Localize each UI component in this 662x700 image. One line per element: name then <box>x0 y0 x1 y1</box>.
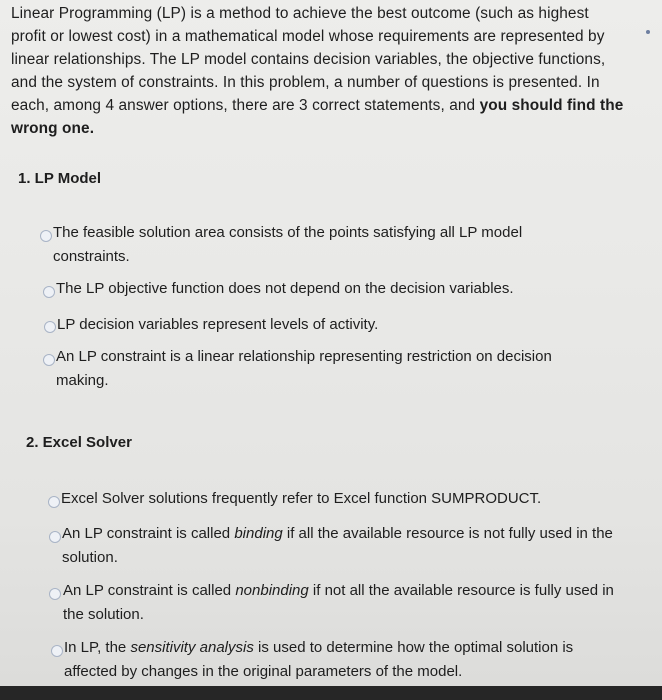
q1-option-3[interactable] <box>57 313 577 337</box>
q2-option-2-text-end: if all the available resource is not fully used in the solution. <box>62 525 613 566</box>
q2-option-3-label <box>63 579 628 627</box>
instructions-text: Linear Programming (LP) is a method to achieve the best outcome (such as highest profit or lowest cost) in a mathematical model whose requirements are represented by linear relationships. The LP model contains decision variables, the objective functions, and the system of constraints. In this problem, a number of questions is presented. In each, among 4 answer options, there are 3 correct statements, and <box>11 5 606 114</box>
q2-option-2-label <box>62 522 622 570</box>
screen-speck <box>646 30 650 34</box>
q2-option-2[interactable] <box>62 522 622 570</box>
q1-option-4-label: An LP constraint is a linear relationship representing restriction on decision making. <box>56 348 552 389</box>
q2-option-3-text-end: if not all the available resource is fully used in the solution. <box>63 582 614 623</box>
radio-q2-option-2[interactable] <box>49 531 61 543</box>
q2-option-3-term: nonbinding <box>235 582 309 599</box>
q1-option-3-label: LP decision variables represent levels of activity. <box>57 316 379 333</box>
q1-option-2-label: The LP objective function does not depend on the decision variables. <box>56 280 514 297</box>
q2-option-3-text-start: An LP constraint is called <box>63 582 236 599</box>
q2-option-1-label: Excel Solver solutions frequently refer to Excel function SUMPRODUCT. <box>61 490 542 507</box>
instructions-paragraph <box>11 2 626 140</box>
q1-option-2[interactable] <box>56 277 576 301</box>
radio-q1-option-3[interactable] <box>44 321 56 333</box>
instructions-end: . <box>89 120 95 137</box>
q2-option-4-text-end: is used to determine how the optimal solution is affected by changes in the original parameters of the model. <box>64 639 574 680</box>
q1-option-1-label: The feasible solution area consists of the points satisfying all LP model constraints. <box>53 224 523 265</box>
q2-option-2-text-start: An LP constraint is called <box>62 525 235 542</box>
bottom-frame-bar <box>0 686 662 700</box>
q2-option-1[interactable] <box>61 487 581 511</box>
q2-option-4-label <box>64 636 594 684</box>
q2-option-2-term: binding <box>234 525 283 542</box>
q2-option-4[interactable] <box>64 636 594 684</box>
question-1-title: 1. LP Model <box>18 170 102 187</box>
radio-q2-option-3[interactable] <box>49 588 61 600</box>
radio-q1-option-4[interactable] <box>43 354 55 366</box>
q2-option-4-term: sensitivity analysis <box>130 639 254 656</box>
instructions-emphasis: you should find the wrong one <box>11 97 624 137</box>
q1-option-4[interactable] <box>56 345 596 393</box>
q2-option-3[interactable] <box>63 579 628 627</box>
question-2-title: 2. Excel Solver <box>26 434 132 451</box>
q1-option-1[interactable] <box>53 221 573 269</box>
radio-q2-option-1[interactable] <box>48 496 60 508</box>
q2-option-4-text-start: In LP, the <box>64 639 131 656</box>
radio-q1-option-2[interactable] <box>43 286 55 298</box>
radio-q1-option-1[interactable] <box>40 230 52 242</box>
radio-q2-option-4[interactable] <box>51 645 63 657</box>
